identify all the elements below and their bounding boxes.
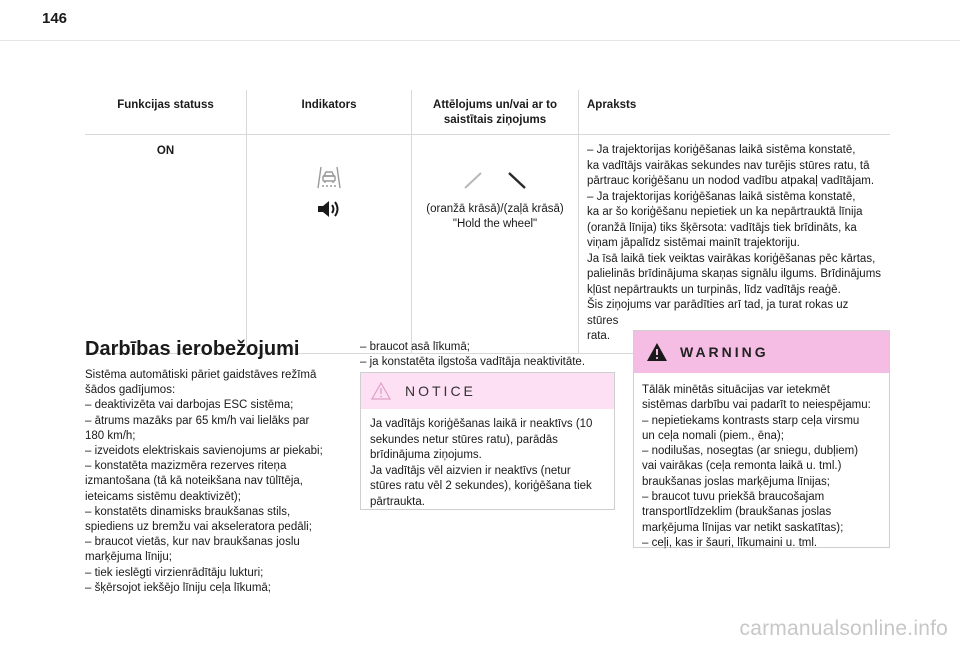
indicator-cell [247,135,412,354]
text-line: Sistēma automātiski pāriet gaidstāves režīmā [85,369,317,381]
text-line: izmantošana (tā kā noteikšana nav tūlītēja, [85,475,303,488]
display-cell [412,135,579,354]
text-line: sekundes netur stūres ratu), parādās [370,433,558,446]
text-line: pārtraukta. [370,495,425,508]
text-line: – braucot tuvu priekšā braucošajam [642,491,825,504]
description-line: (oranžā līnija) tiks šķērsota: vadītājs tiek brīdināts, ka [587,221,857,234]
text-line: – tiek ieslēgti virzienrādītāju lukturi; [85,566,264,579]
text-line: – ja konstatēta ilgstoša vadītāja neaktivitāte. [360,356,586,369]
text-line: – ātrums mazāks par 65 km/h vai lielāks par [85,414,310,427]
page-number: 146 [42,10,68,27]
description-cell [579,135,891,354]
table-row [85,135,890,354]
description-line: Ja īsā laikā tiek veiktas vairākas koriģēšanas pēc kārtas, [587,252,876,265]
header-description: Apraksts [579,90,891,135]
notice-body [361,409,614,510]
text-line: Tālāk minētās situācijas var ietekmēt [642,384,830,396]
description-line: ka vadītājs vairākas sekundes nav turējis stūres ratu, tā [587,159,870,172]
status-cell: ON [156,145,175,157]
description-line: pārtrauc koriģēšanu un nodod vadību atpakaļ vadītājam. [587,175,875,187]
function-status-table [85,90,890,354]
text-line: – ceļi, kas ir šauri, līkumaini u. tml. [642,536,818,549]
lane-assist-warning-icon [314,162,344,192]
text-line: – nodilušas, nosegtas (ar sniegu, dubļiem) [642,445,859,458]
text-line: vai vairākas (ceļa remonta laikā u. tml.) [642,460,842,473]
description-line: palielinās brīdinājuma skaņas signālu ilgums. Brīdinājums [587,268,882,280]
warning-triangle-icon [646,342,668,362]
description-line: ka ar šo koriģēšanu nepietiek un ka nepārtrauktā līnija [587,206,863,218]
header-display: Attēlojums un/vai ar to saistītais ziņojums [412,90,579,135]
text-line: – konstatēta mazizmēra rezerves riteņa [85,460,287,473]
green-steering-line-icon [506,170,528,190]
section-title: Darbības ierobežojumi [85,338,300,360]
text-line: ieteicams sistēmu deaktivizēt); [85,490,241,503]
description-line: – Ja trajektorijas koriģēšanas laikā sistēma konstatē, [587,190,856,203]
text-line: marķējuma līniju; [85,551,172,564]
text-line: sistēmas darbību vai padarīt to neiespējamu: [642,399,871,412]
header-indicator: Indikators [247,90,412,135]
text-line: šādos gadījumos: [85,384,176,397]
text-line: spiediens uz bremžu vai akseleratora pedāli; [85,521,312,534]
text-line: – konstatēts dinamisks braukšanas stils, [85,505,291,518]
text-line: – braucot asā līkumā; [360,341,470,353]
description-line: Šis ziņojums var parādīties arī tad, ja turat rokas uz stūres [587,299,849,327]
text-line: – braucot vietās, kur nav braukšanas joslu [85,536,300,549]
description-line: – Ja trajektorijas koriģēšanas laikā sistēma konstatē, [587,144,856,156]
limitations-continued [360,340,615,370]
text-line: – izveidots elektriskais savienojums ar piekabi; [85,445,323,458]
description-line: kļūst nepārtraukts un turpinās, līdz vadītājs reaģē. [587,283,841,296]
text-line: Ja vadītājs vēl aizvien ir neaktīvs (netur [370,464,571,477]
text-line: 180 km/h; [85,429,136,442]
text-line: brīdinājuma ziņojums. [370,449,482,461]
text-line: marķējuma līnijas var netikt saskatītas); [642,521,844,534]
orange-steering-line-icon [462,170,484,190]
limitations-text [85,368,335,596]
text-line: un ceļa nomali (piem., ēna); [642,429,784,442]
text-line: – šķērsojot iekšējo līniju ceļa līkumā; [85,581,271,594]
text-line: transportlīdzeklim (braukšanas joslas [642,506,832,519]
text-line: stūres ratu vēl 2 sekundes), koriģēšana tiek [370,480,592,492]
warning-box [633,330,890,548]
watermark[interactable]: carmanualsonline.info [739,617,948,640]
header-status: Funkcijas statuss [117,99,214,111]
notice-title: NOTICE [405,383,476,399]
description-line: viņam jāpalīdz sistēmai mainīt trajektoriju. [587,237,800,249]
description-line: rata. [587,330,611,342]
text-line: braukšanas joslas marķējuma līnijas; [642,475,830,488]
warning-header [634,331,889,373]
notice-triangle-icon [371,382,391,400]
text-line: Ja vadītājs koriģēšanas laikā ir neaktīvs (10 [370,418,593,430]
text-line: – nepietiekams kontrasts starp ceļa virsmu [642,414,860,427]
notice-header [361,373,614,409]
warning-body [634,373,889,551]
text-line: – deaktivizēta vai darbojas ESC sistēma; [85,399,294,412]
notice-box [360,372,615,510]
display-caption: (oranžā krāsā)/(zaļā krāsā) [426,203,564,215]
sound-signal-icon [316,200,342,218]
top-rule [0,40,960,41]
warning-title: WARNING [680,344,769,360]
table-header-row [85,90,890,135]
display-message: "Hold the wheel" [452,218,538,230]
